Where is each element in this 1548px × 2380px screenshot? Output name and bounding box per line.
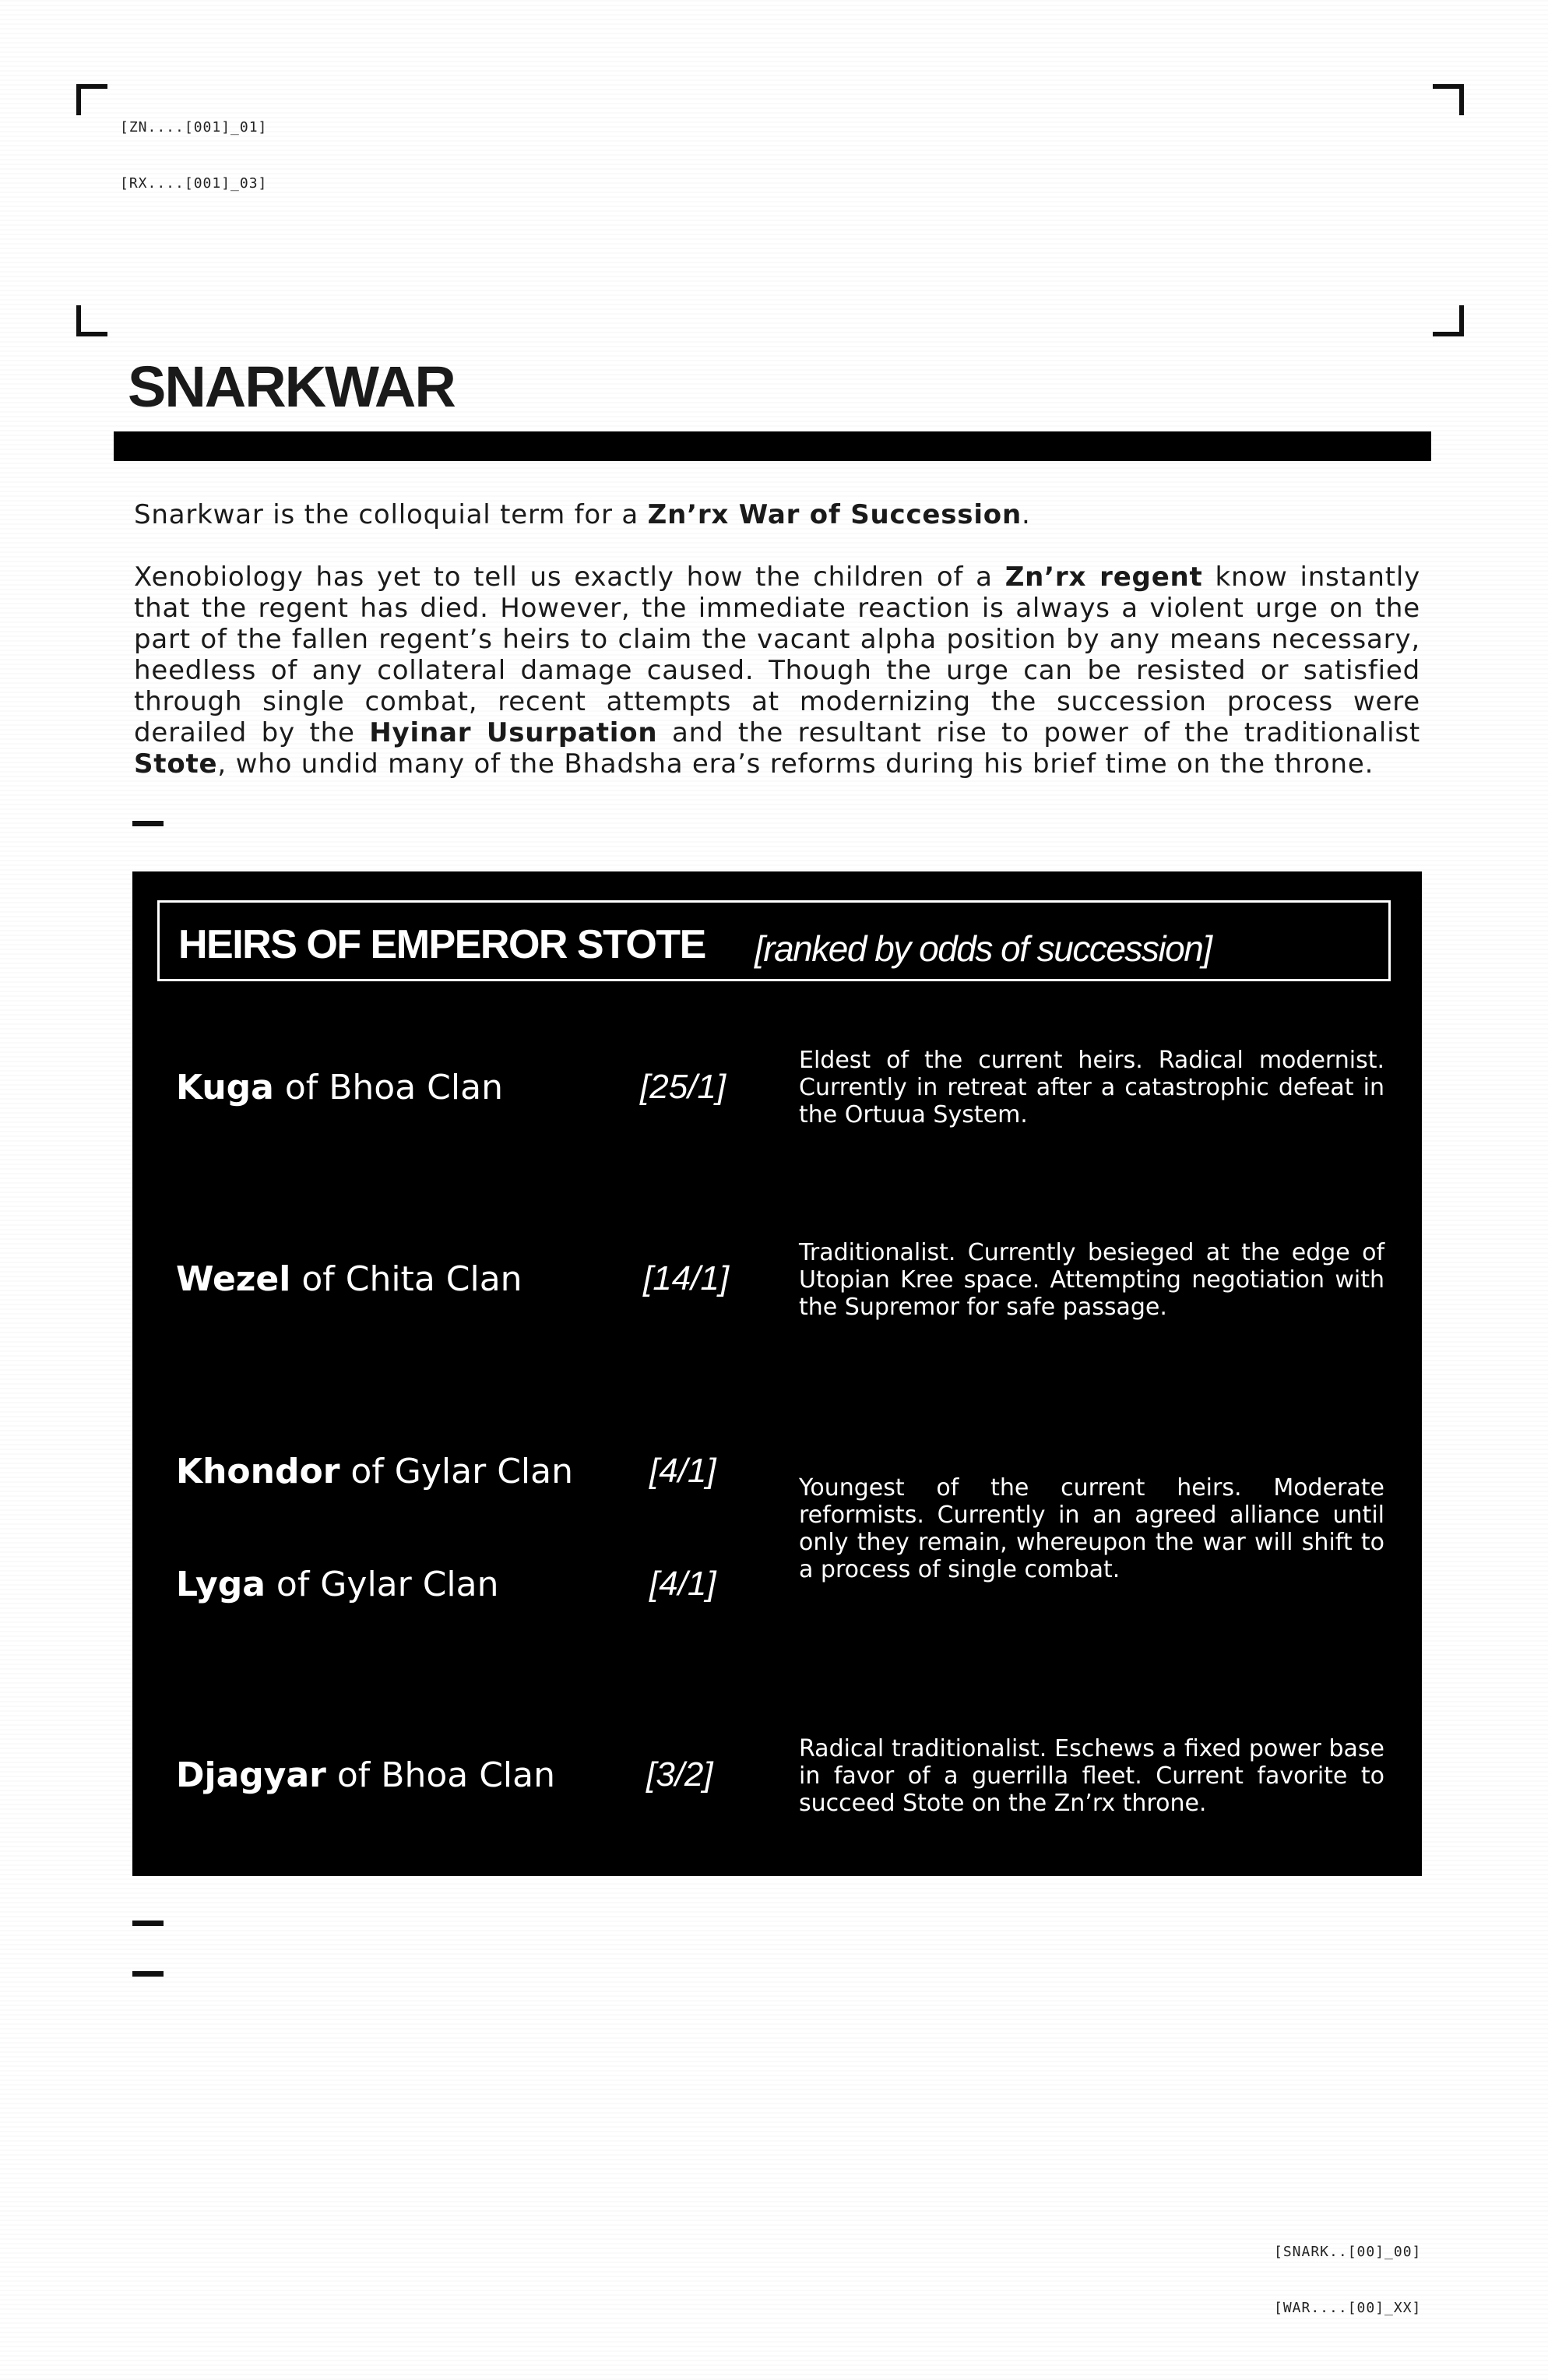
heirs-heading-subtitle: [ranked by odds of succession] xyxy=(755,928,1212,969)
corner-mark-top-left xyxy=(76,84,107,115)
heir-odds-kuga: [25/1] xyxy=(640,1068,727,1106)
intro-paragraph-1: Snarkwar is the colloquial term for a Zn’rx War of Succession. xyxy=(134,499,1031,530)
footer-code-line: [SNARK..[00]_00] xyxy=(1274,2244,1422,2260)
header-code-line: [ZN....[001]_01] xyxy=(120,119,268,136)
heir-name-lyga: Lyga of Gylar Clan xyxy=(176,1565,499,1604)
footer-code-line: [WAR....[00]_XX] xyxy=(1274,2300,1422,2316)
heir-description-kuga: Eldest of the current heirs. Radical modernist. Currently in retreat after a catastrophic defeat in the Ortuua System. xyxy=(799,1047,1384,1128)
heir-description-wezel: Traditionalist. Currently besieged at the edge of Utopian Kree space. Attempting negotiation with the Supremor for safe passage. xyxy=(799,1239,1384,1321)
heir-odds-wezel: [14/1] xyxy=(643,1259,730,1297)
heir-description-djagyar: Radical traditionalist. Eschews a fixed power base in favor of a guerrilla fleet. Current favorite to succeed Stote on the Zn’rx throne. xyxy=(799,1735,1384,1817)
heirs-panel xyxy=(132,871,1422,1876)
page-title: SNARKWAR xyxy=(128,354,455,419)
header-code-line: [RX....[001]_03] xyxy=(120,175,268,192)
corner-mark-top-right xyxy=(1433,84,1464,115)
section-dash xyxy=(132,821,164,826)
corner-mark-bottom-left xyxy=(76,305,107,336)
heir-odds-lyga: [4/1] xyxy=(649,1565,716,1603)
heirs-heading-title: HEIRS OF EMPEROR STOTE xyxy=(178,922,705,967)
heir-odds-khondor: [4/1] xyxy=(649,1452,716,1490)
corner-mark-bottom-right xyxy=(1433,305,1464,336)
header-code-block xyxy=(120,81,267,212)
heir-description-gylar-pair: Youngest of the current heirs. Moderate reformists. Currently in an agreed alliance until only they remain, whereupon the war will shift to a process of single combat. xyxy=(799,1474,1384,1583)
heir-name-wezel: Wezel of Chita Clan xyxy=(176,1259,522,1299)
heir-name-djagyar: Djagyar of Bhoa Clan xyxy=(176,1755,555,1795)
heir-name-kuga: Kuga of Bhoa Clan xyxy=(176,1068,503,1107)
intro-paragraph-2: Xenobiology has yet to tell us exactly how the children of a Zn’rx regent know instantly that the regent has died. However, the immediate reaction is always a violent urge on the part of the fallen regent’s heirs to claim the vacant alpha position by any means necessary, heedless of any collateral damage caused. Though the urge can be resisted or satisfied through single combat, recent attempts at modernizing the succession process were derailed by the Hyinar Usurpation and the resultant rise to power of the traditionalist Stote, who undid many of the Bhadsha era’s reforms during his brief time on the throne. xyxy=(134,562,1421,780)
heir-name-khondor: Khondor of Gylar Clan xyxy=(176,1452,573,1491)
section-dash xyxy=(132,1971,164,1977)
section-dash xyxy=(132,1921,164,1926)
heirs-heading-box xyxy=(157,900,1391,981)
heir-odds-djagyar: [3/2] xyxy=(646,1755,713,1794)
footer-code-block xyxy=(1274,2206,1421,2336)
title-divider-bar xyxy=(114,431,1431,461)
